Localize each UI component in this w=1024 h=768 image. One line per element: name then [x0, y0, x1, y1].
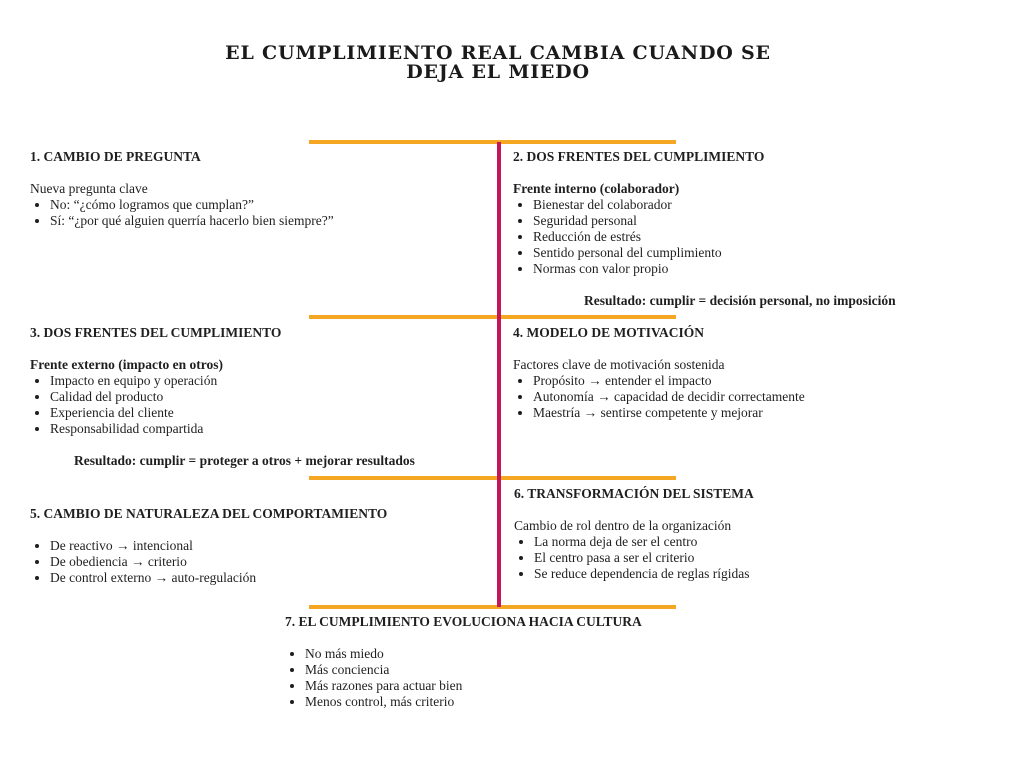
- list-item: • Propósito → entender el impacto: [533, 373, 805, 389]
- section-5-list: [30, 538, 387, 586]
- section-3: [30, 325, 281, 437]
- connector-spine: [497, 142, 501, 607]
- section-4: [513, 325, 805, 421]
- list-item: • Menos control, más criterio: [305, 694, 642, 710]
- section-4-heading: 4. MODELO DE MOTIVACIÓN: [513, 325, 705, 340]
- connector-2: [309, 476, 676, 480]
- list-item: • Normas con valor propio: [533, 261, 764, 277]
- list-item: • Se reduce dependencia de reglas rígidas: [534, 566, 754, 582]
- list-item: • Más razones para actuar bien: [305, 678, 642, 694]
- connector-1: [309, 315, 676, 319]
- list-item: • La norma deja de ser el centro: [534, 534, 754, 550]
- list-item: • Seguridad personal: [533, 213, 764, 229]
- section-7: [285, 614, 642, 710]
- title-line-1: EL CUMPLIMIENTO REAL CAMBIA CUANDO SE: [225, 42, 771, 64]
- section-3-list: [30, 373, 281, 437]
- section-2-result: Resultado: cumplir = decisión personal, no imposición: [584, 293, 896, 308]
- section-1: [30, 149, 334, 229]
- list-item: • Sí: “¿por qué alguien querría hacerlo bien siempre?”: [50, 213, 334, 229]
- section-2: [513, 149, 764, 277]
- page-title: [200, 44, 796, 82]
- list-item: • Más conciencia: [305, 662, 642, 678]
- list-item: • No más miedo: [305, 646, 642, 662]
- list-item: • De obediencia → criterio: [50, 554, 387, 570]
- connector-top: [309, 140, 676, 144]
- list-item: • Sentido personal del cumplimiento: [533, 245, 764, 261]
- section-2-heading: 2. DOS FRENTES DEL CUMPLIMIENTO: [513, 149, 765, 164]
- section-7-list: [285, 646, 642, 710]
- section-6-intro: Cambio de rol dentro de la organización: [514, 518, 732, 533]
- section-4-list: [513, 373, 805, 421]
- title-line-2: DEJA EL MIEDO: [406, 61, 590, 83]
- section-4-intro: Factores clave de motivación sostenida: [513, 357, 725, 372]
- list-item: • Calidad del producto: [50, 389, 281, 405]
- section-1-list: [30, 197, 334, 229]
- list-item: • Bienestar del colaborador: [533, 197, 764, 213]
- section-7-heading: 7. EL CUMPLIMIENTO EVOLUCIONA HACIA CULTURA: [285, 614, 642, 629]
- list-item: • El centro pasa a ser el criterio: [534, 550, 754, 566]
- section-6: [514, 486, 754, 582]
- section-6-heading: 6. TRANSFORMACIÓN DEL SISTEMA: [514, 486, 754, 501]
- section-1-heading: 1. CAMBIO DE PREGUNTA: [30, 149, 201, 164]
- list-item: • De reactivo → intencional: [50, 538, 387, 554]
- list-item: • Impacto en equipo y operación: [50, 373, 281, 389]
- list-item: • Responsabilidad compartida: [50, 421, 281, 437]
- list-item: • No: “¿cómo logramos que cumplan?”: [50, 197, 334, 213]
- section-2-intro: Frente interno (colaborador): [513, 181, 680, 196]
- section-5-heading: 5. CAMBIO DE NATURALEZA DEL COMPORTAMIENTO: [30, 506, 388, 521]
- section-6-list: [514, 534, 754, 582]
- list-item: • Reducción de estrés: [533, 229, 764, 245]
- section-5: [30, 506, 387, 586]
- connector-bottom: [309, 605, 676, 609]
- list-item: • Autonomía → capacidad de decidir correctamente: [533, 389, 805, 405]
- section-2-list: [513, 197, 764, 277]
- section-1-intro: Nueva pregunta clave: [30, 181, 148, 196]
- list-item: • Experiencia del cliente: [50, 405, 281, 421]
- section-3-intro: Frente externo (impacto en otros): [30, 357, 223, 372]
- section-3-result: Resultado: cumplir = proteger a otros + mejorar resultados: [74, 453, 415, 468]
- list-item: • Maestría → sentirse competente y mejorar: [533, 405, 805, 421]
- list-item: • De control externo → auto-regulación: [50, 570, 387, 586]
- section-3-heading: 3. DOS FRENTES DEL CUMPLIMIENTO: [30, 325, 282, 340]
